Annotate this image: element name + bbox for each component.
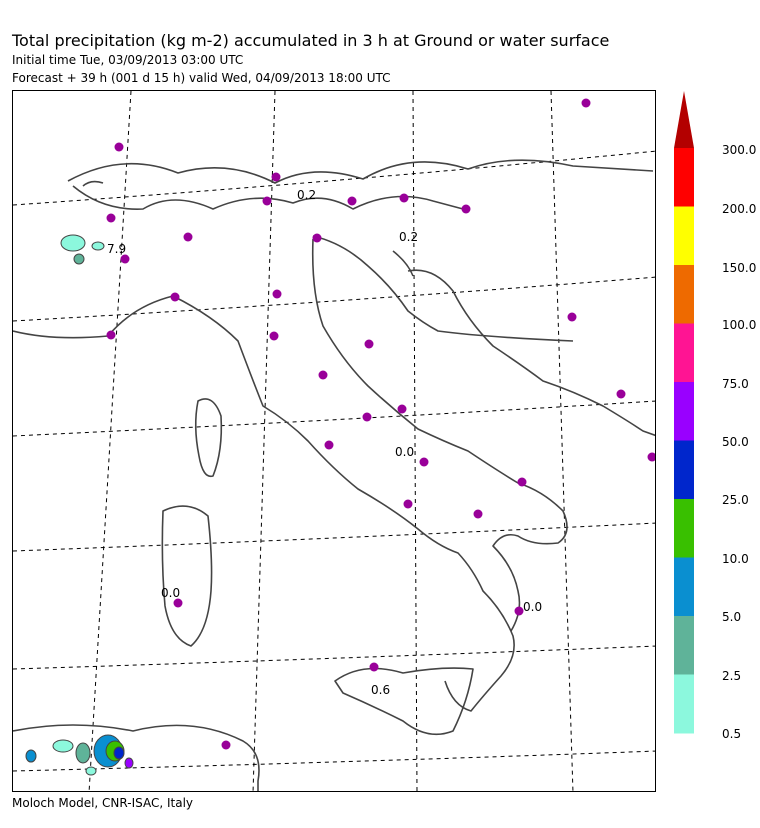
model-credit: Moloch Model, CNR-ISAC, Italy bbox=[12, 796, 194, 810]
legend-swatch bbox=[674, 616, 694, 675]
legend-swatch bbox=[674, 207, 694, 266]
precip-patches bbox=[26, 235, 133, 775]
legend-level-label: 5.0 bbox=[722, 610, 742, 624]
legend-level-label: 75.0 bbox=[722, 377, 749, 391]
legend-swatch bbox=[674, 499, 694, 558]
legend-level-label: 0.5 bbox=[722, 727, 742, 741]
legend-swatch bbox=[674, 148, 694, 207]
map-canvas bbox=[13, 91, 656, 792]
legend-swatch bbox=[674, 265, 694, 324]
legend-color-blocks bbox=[674, 148, 694, 734]
initial-time: Initial time Tue, 03/09/2013 03:00 UTC bbox=[12, 53, 244, 67]
color-legend bbox=[674, 88, 760, 748]
value-label: 7.9 bbox=[107, 242, 127, 256]
value-label: 0.0 bbox=[523, 600, 543, 614]
station-markers bbox=[107, 99, 657, 750]
value-label: 0.2 bbox=[399, 230, 419, 244]
legend-level-label: 2.5 bbox=[722, 669, 742, 683]
legend-swatch bbox=[674, 441, 694, 500]
legend-level-label: 10.0 bbox=[722, 552, 749, 566]
value-label: 0.0 bbox=[395, 445, 415, 459]
value-labels bbox=[107, 188, 542, 697]
legend-level-label: 50.0 bbox=[722, 435, 749, 449]
precipitation-map bbox=[12, 90, 656, 792]
forecast-valid-time: Forecast + 39 h (001 d 15 h) valid Wed, 04/09/2013 18:00 UTC bbox=[12, 71, 391, 85]
legend-level-label: 150.0 bbox=[722, 261, 757, 275]
legend-level-label: 25.0 bbox=[722, 493, 749, 507]
legend-swatch bbox=[674, 324, 694, 383]
legend-swatch bbox=[674, 382, 694, 441]
value-label: 0.6 bbox=[371, 683, 391, 697]
value-label: 0.0 bbox=[161, 586, 181, 600]
legend-level-label: 200.0 bbox=[722, 202, 757, 216]
legend-level-label: 300.0 bbox=[722, 143, 757, 157]
legend-swatch bbox=[674, 558, 694, 617]
graticule bbox=[13, 91, 656, 792]
legend-swatch bbox=[674, 675, 694, 734]
value-label: 0.2 bbox=[297, 188, 317, 202]
legend-bar bbox=[674, 88, 760, 748]
legend-overflow-triangle bbox=[674, 91, 694, 148]
map-title: Total precipitation (kg m-2) accumulated in 3 h at Ground or water surface bbox=[12, 31, 610, 50]
legend-level-label: 100.0 bbox=[722, 318, 757, 332]
